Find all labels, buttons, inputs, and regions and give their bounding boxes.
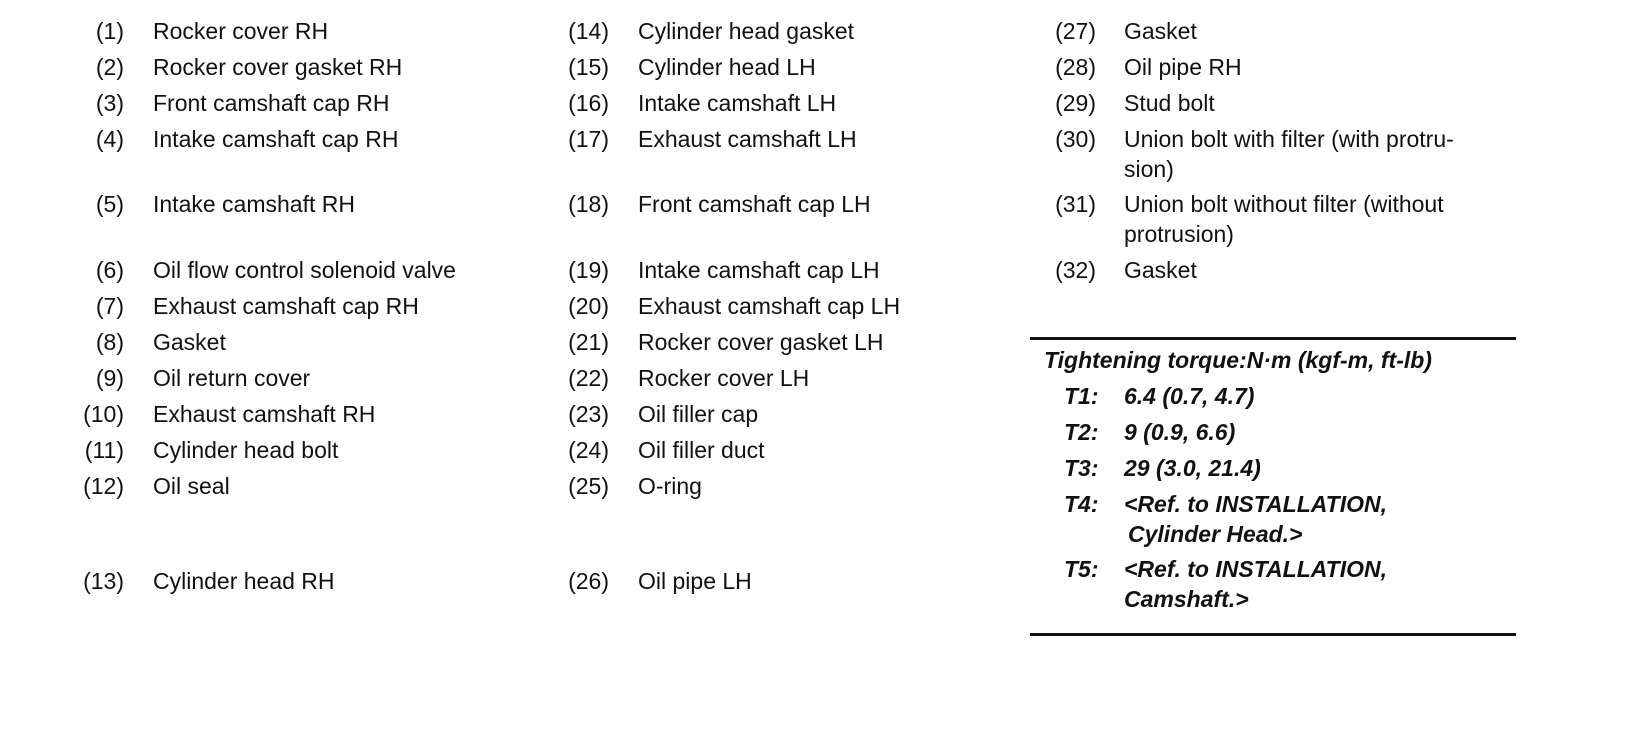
torque-key: T4: <box>1064 491 1099 517</box>
item-label: Rocker cover RH <box>153 18 329 44</box>
item-label: Cylinder head gasket <box>638 18 855 44</box>
torque-value: 6.4 (0.7, 4.7) <box>1124 383 1255 409</box>
item-label: Union bolt with filter (with protru- <box>1124 126 1454 152</box>
torque-key: T1: <box>1064 383 1099 409</box>
item-number: (22) <box>568 365 609 391</box>
item-label: Intake camshaft LH <box>638 90 837 116</box>
item-number: (12) <box>83 473 124 499</box>
item-label: Gasket <box>1124 18 1197 44</box>
torque-key: T5: <box>1064 556 1099 582</box>
item-label: Oil pipe RH <box>1124 54 1242 80</box>
item-number: (30) <box>1055 126 1096 152</box>
item-number: (6) <box>95 257 124 283</box>
torque-value: <Ref. to INSTALLATION, <box>1124 491 1387 517</box>
item-number: (7) <box>95 293 124 319</box>
item-number: (24) <box>568 437 609 463</box>
item-number: (16) <box>568 90 609 116</box>
item-label: Exhaust camshaft cap LH <box>638 293 901 319</box>
item-label: Front camshaft cap RH <box>153 90 390 116</box>
item-label: Oil filler duct <box>638 437 765 463</box>
item-number: (19) <box>568 257 609 283</box>
torque-value-cont: Camshaft.> <box>1124 586 1249 612</box>
item-label: Rocker cover gasket LH <box>638 329 884 355</box>
item-number: (21) <box>568 329 609 355</box>
torque-value: 29 (3.0, 21.4) <box>1124 455 1261 481</box>
item-label: Exhaust camshaft cap RH <box>153 293 419 319</box>
item-number: (32) <box>1055 257 1096 283</box>
item-label: O-ring <box>638 473 702 499</box>
item-number: (23) <box>568 401 609 427</box>
item-number: (28) <box>1055 54 1096 80</box>
torque-value-cont: Cylinder Head.> <box>1128 521 1303 547</box>
item-label: Gasket <box>1124 257 1197 283</box>
item-number: (4) <box>95 126 124 152</box>
torque-table <box>1030 337 1516 636</box>
item-label: Stud bolt <box>1124 90 1215 116</box>
item-number: (11) <box>84 437 124 463</box>
item-label: Rocker cover LH <box>638 365 810 391</box>
item-label: Cylinder head bolt <box>153 437 339 463</box>
item-label: Intake camshaft cap LH <box>638 257 880 283</box>
item-number: (15) <box>568 54 609 80</box>
item-label: Exhaust camshaft LH <box>638 126 857 152</box>
item-label: Union bolt without filter (without <box>1124 191 1444 217</box>
item-number: (10) <box>83 401 124 427</box>
item-number: (14) <box>568 18 609 44</box>
item-label: Intake camshaft cap RH <box>153 126 399 152</box>
item-label-cont: sion) <box>1124 156 1174 182</box>
item-label: Cylinder head RH <box>153 568 335 594</box>
item-number: (26) <box>568 568 609 594</box>
torque-key: T3: <box>1064 455 1099 481</box>
item-label: Oil filler cap <box>638 401 759 427</box>
item-label: Rocker cover gasket RH <box>153 54 403 80</box>
torque-key: T2: <box>1064 419 1099 445</box>
torque-value: 9 (0.9, 6.6) <box>1124 419 1236 445</box>
item-label: Oil seal <box>153 473 230 499</box>
item-number: (17) <box>568 126 609 152</box>
item-number: (8) <box>95 329 124 355</box>
item-number: (5) <box>95 191 124 217</box>
item-label: Intake camshaft RH <box>153 191 355 217</box>
item-number: (27) <box>1055 18 1096 44</box>
item-label: Exhaust camshaft RH <box>153 401 376 427</box>
item-label: Cylinder head LH <box>638 54 816 80</box>
item-number: (9) <box>95 365 124 391</box>
item-label: Gasket <box>153 329 226 355</box>
item-number: (2) <box>95 54 124 80</box>
torque-title: Tightening torque:N·m (kgf-m, ft-lb) <box>1044 347 1432 373</box>
item-label: Front camshaft cap LH <box>638 191 871 217</box>
item-label: Oil return cover <box>153 365 311 391</box>
item-label-cont: protrusion) <box>1124 221 1234 247</box>
item-number: (13) <box>83 568 124 594</box>
item-number: (18) <box>568 191 609 217</box>
item-number: (1) <box>95 18 124 44</box>
item-label: Oil flow control solenoid valve <box>153 257 456 283</box>
item-number: (31) <box>1055 191 1096 217</box>
item-number: (29) <box>1055 90 1096 116</box>
torque-value: <Ref. to INSTALLATION, <box>1124 556 1387 582</box>
item-number: (25) <box>568 473 609 499</box>
item-number: (20) <box>568 293 609 319</box>
item-number: (3) <box>95 90 124 116</box>
item-label: Oil pipe LH <box>638 568 752 594</box>
